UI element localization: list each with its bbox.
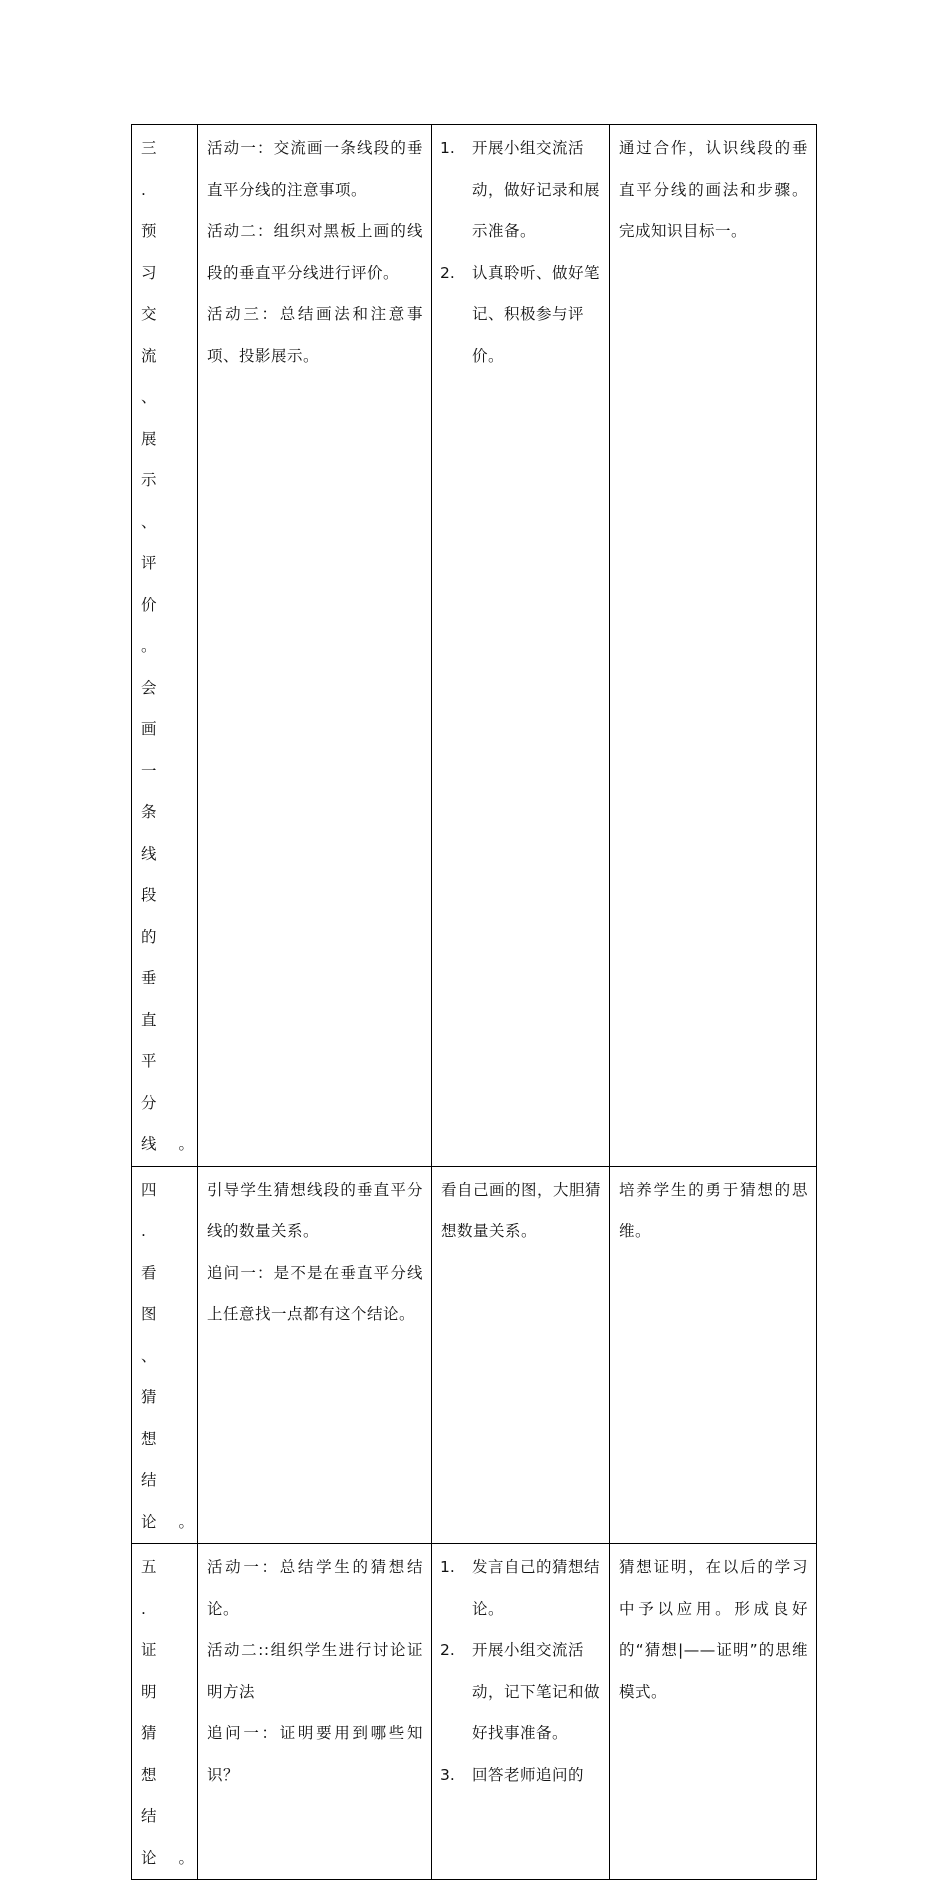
- stage-line: 流 、: [141, 346, 179, 406]
- table-row: [132, 125, 817, 1167]
- teacher-activity-cell: [198, 125, 432, 1167]
- design-purpose-text: 通过合作，认识线段的垂直平分线的画法和步骤。完成知识目标一。: [619, 139, 808, 240]
- list-text: 回答老师追问的: [472, 1765, 585, 1784]
- teacher-activity-text: 活动一：总结学生的猜想结论。: [207, 1558, 423, 1618]
- list-number: 1.: [440, 139, 455, 157]
- student-activity-list: [432, 125, 609, 377]
- design-purpose-cell: [610, 1544, 817, 1880]
- stage-text: [132, 1544, 217, 1879]
- design-purpose-text: 培养学生的勇于猜想的思维。: [619, 1180, 808, 1240]
- stage-line: 会 画: [141, 678, 179, 738]
- stage-line: 线。: [141, 1135, 217, 1153]
- table-row: [132, 1544, 817, 1880]
- stage-line: 论。: [141, 1512, 217, 1531]
- stage-cell: [132, 1544, 217, 1880]
- student-activity-cell: [432, 125, 610, 1167]
- student-activity-cell: [432, 1166, 610, 1544]
- teacher-activity-text: 活动一：交流画一条线段的垂直平分线的注意事项。: [207, 139, 423, 199]
- lesson-plan-table: [131, 124, 817, 1880]
- teacher-activity-text: 引导学生猜想线段的垂直平分线的数量关系。: [207, 1180, 423, 1240]
- stage-line: 价 。: [141, 595, 179, 655]
- list-number: 3.: [440, 1765, 455, 1784]
- stage-line: 分: [141, 1093, 179, 1112]
- stage-line: 论。: [141, 1848, 217, 1867]
- design-purpose-cell: [610, 1166, 817, 1544]
- stage-line: 评: [141, 554, 179, 572]
- teacher-activity-cell: [198, 1544, 432, 1880]
- teacher-activity-text: 追问一：证明要用到哪些知识？: [207, 1724, 423, 1784]
- list-number: 2.: [440, 263, 455, 282]
- teacher-activity-text: 活动二::组织学生进行讨论证明方法: [207, 1641, 423, 1701]
- student-activity-list: [432, 1544, 609, 1796]
- list-item: [440, 1630, 603, 1755]
- stage-line: 交: [141, 305, 179, 323]
- teacher-activity-text: 活动二：组织对黑板上画的线段的垂直平分线进行评价。: [207, 222, 423, 282]
- stage-line: 线 段: [141, 844, 179, 904]
- student-activity-cell: [432, 1544, 610, 1880]
- list-item: [440, 253, 603, 378]
- teacher-activity-text: 追问一：是不是在垂直平分线上任意找一点都有这个结论。: [207, 1263, 423, 1323]
- teacher-activity-cell: [198, 1166, 432, 1544]
- teacher-activity-text: 活动三：总结画法和注意事项、投影展示。: [207, 305, 423, 365]
- stage-line: 三 .: [141, 139, 179, 199]
- list-item: [440, 128, 603, 253]
- stage-line: 四 .: [141, 1180, 179, 1240]
- design-purpose-text: 猜想证明，在以后的学习中予以应用。形成良好的“猜想|——证明”的思维模式。: [619, 1558, 808, 1701]
- stage-line: 预 习: [141, 222, 179, 282]
- stage-line: 展: [141, 429, 179, 448]
- stage-line: 猜 想: [141, 1388, 179, 1448]
- stage-line: 看: [141, 1263, 179, 1282]
- stage-line: 结: [141, 1807, 179, 1825]
- student-activity-text: 看自己画的图，大胆猜想数量关系。: [441, 1180, 602, 1240]
- list-text: 认真聆听、做好笔记、积极参与评价。: [472, 263, 601, 365]
- list-item: [440, 1547, 603, 1630]
- list-text: 开展小组交流活动，记下笔记和做好找事准备。: [472, 1641, 601, 1742]
- stage-line: 一 条: [141, 761, 179, 821]
- design-purpose-cell: [610, 125, 817, 1167]
- stage-line: 结: [141, 1471, 179, 1489]
- list-item: [440, 1755, 603, 1797]
- stage-text: [132, 1167, 217, 1544]
- list-number: 2.: [440, 1641, 455, 1659]
- stage-line: 证 明: [141, 1641, 179, 1701]
- stage-text: [132, 125, 217, 1166]
- list-text: 开展小组交流活动，做好记录和展示准备。: [472, 139, 601, 240]
- stage-line: 五 .: [141, 1558, 179, 1618]
- stage-line: 的 垂: [141, 927, 179, 987]
- stage-line: 示 、: [141, 471, 179, 531]
- list-text: 发言自己的猜想结论。: [472, 1558, 601, 1618]
- stage-cell: [132, 1166, 217, 1544]
- list-number: 1.: [440, 1558, 455, 1576]
- table-row: [132, 1166, 817, 1544]
- stage-line: 图 、: [141, 1305, 179, 1365]
- stage-line: 直 平: [141, 1010, 179, 1070]
- stage-cell: [132, 125, 217, 1167]
- stage-line: 猜 想: [141, 1724, 179, 1784]
